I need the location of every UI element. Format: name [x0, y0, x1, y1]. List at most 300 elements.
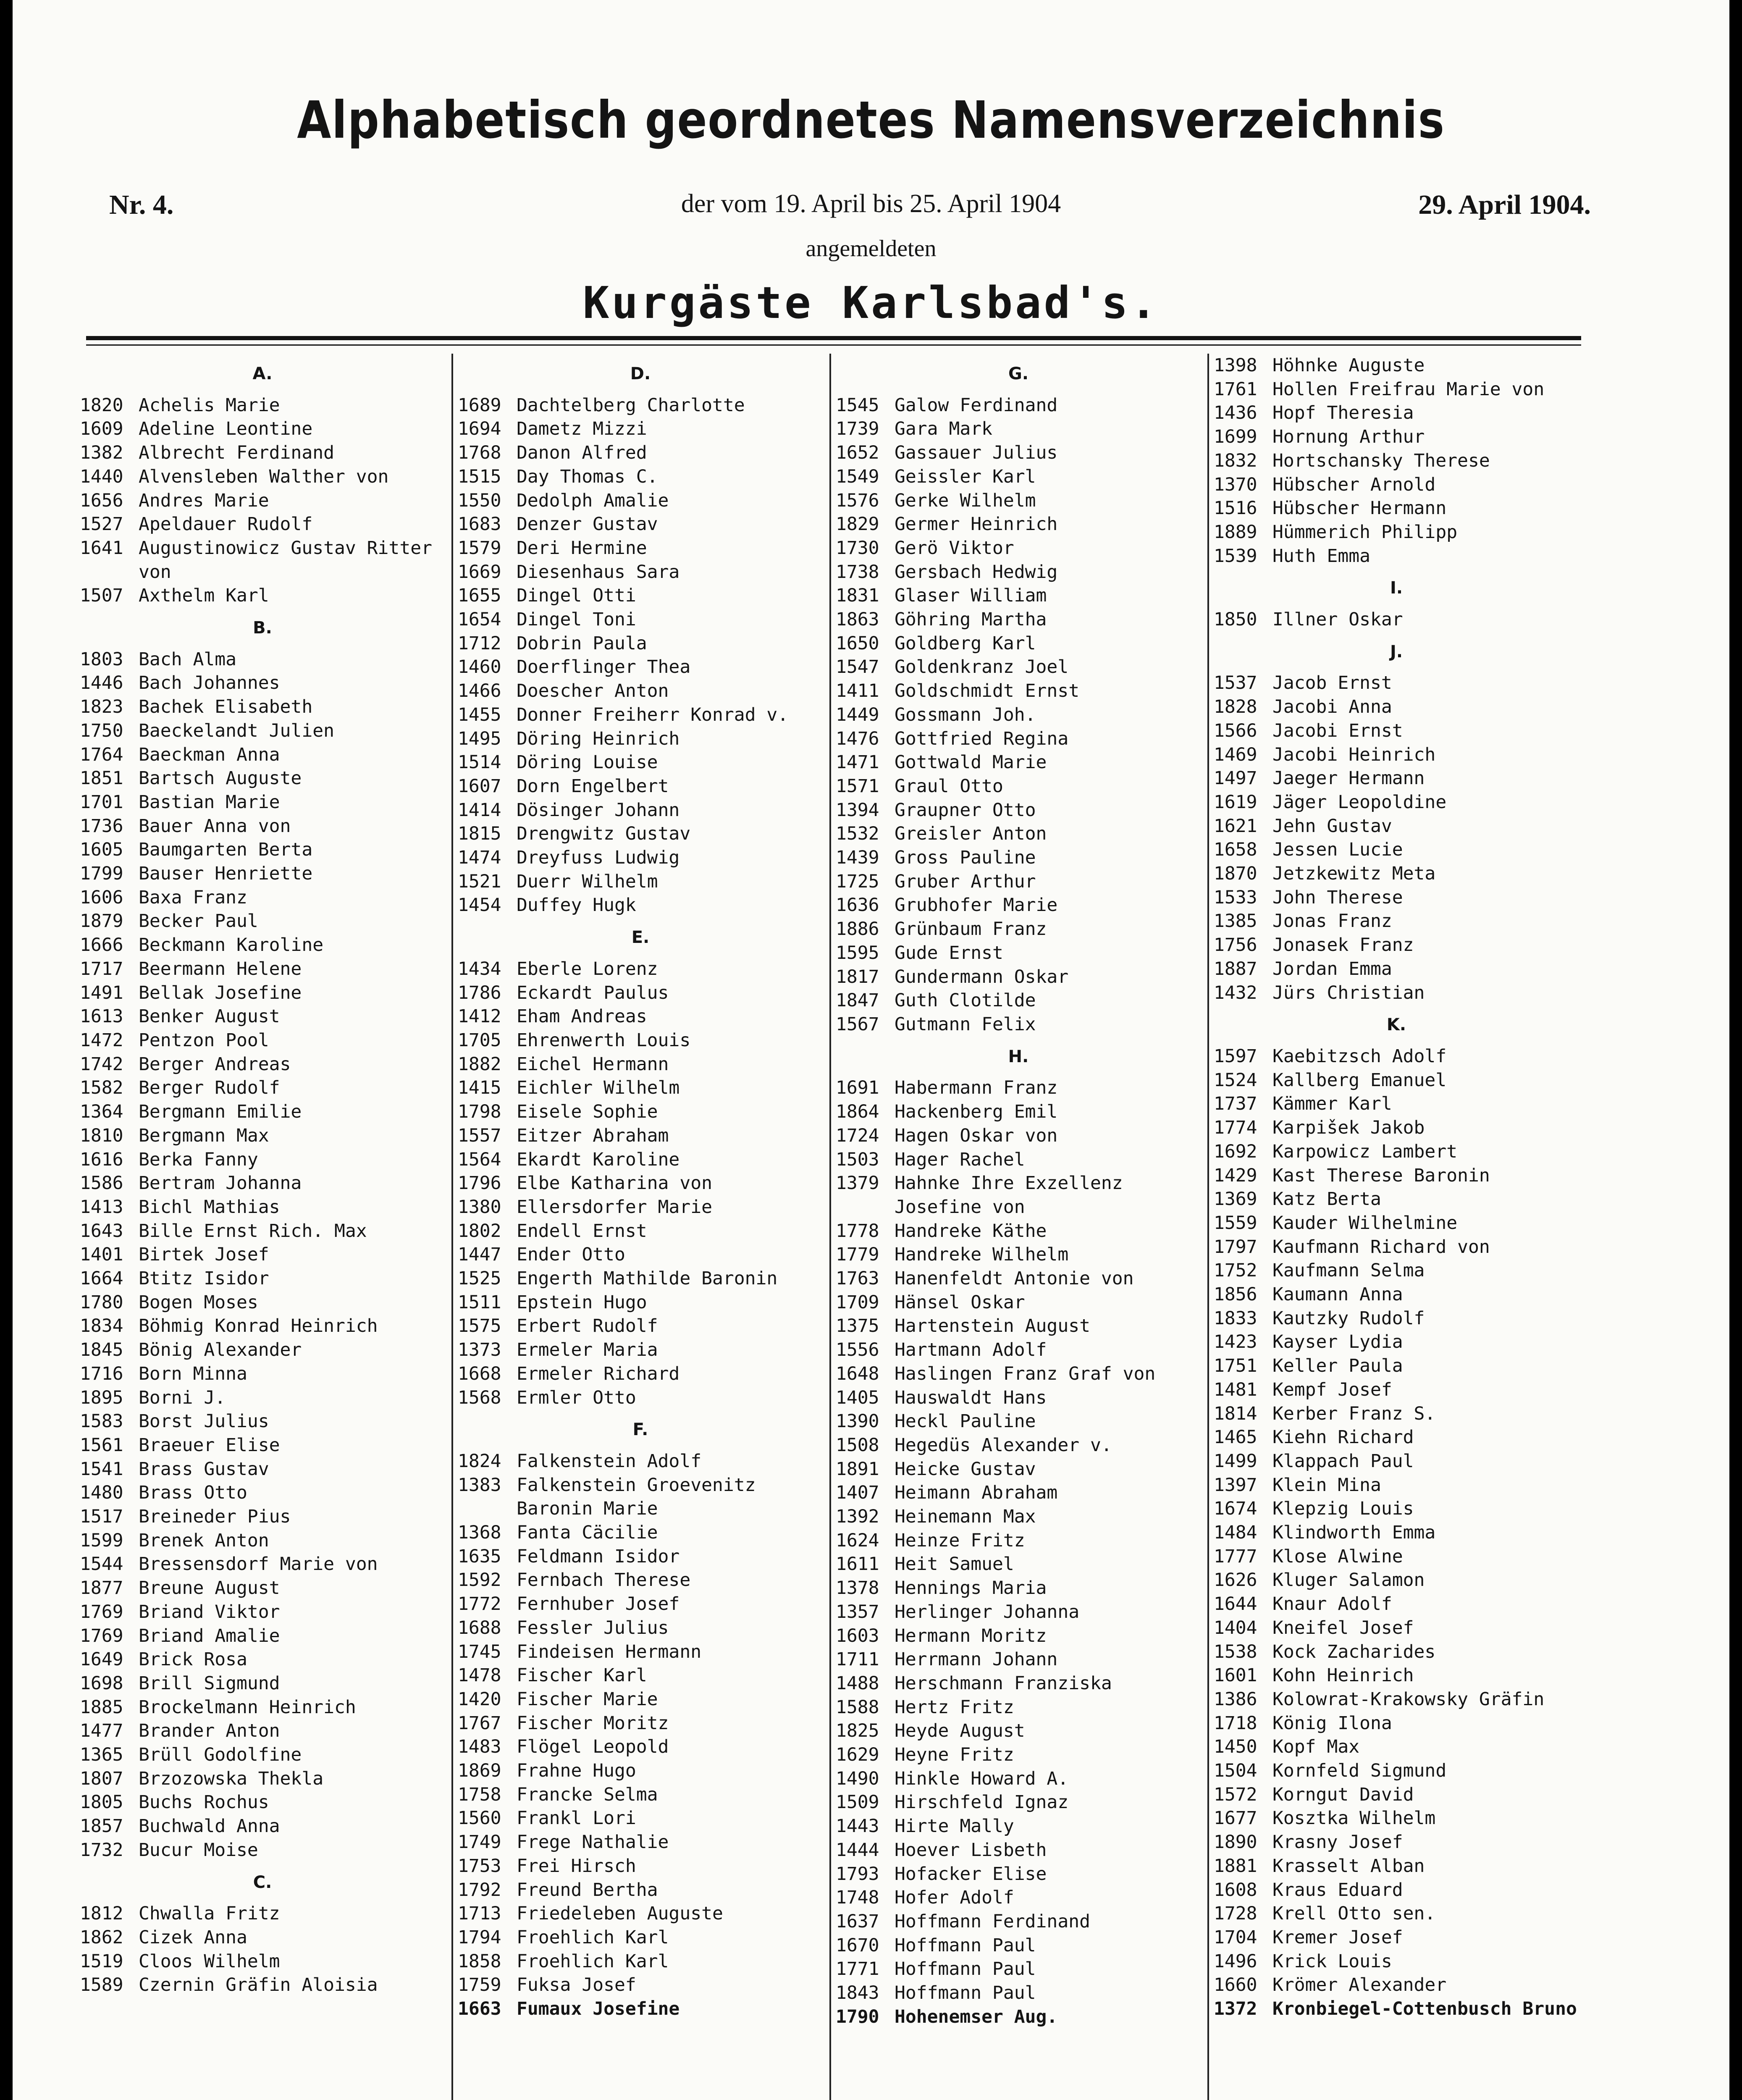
guest-name: Froehlich Karl [517, 1927, 669, 1948]
list-item [1214, 1592, 1579, 1616]
guest-number: 1465 [1214, 1427, 1257, 1448]
guest-name: Fuksa Josef [517, 1974, 636, 1996]
guest-name: Eisele Sophie [517, 1101, 658, 1123]
guest-name: Baumgarten Berta [139, 839, 313, 861]
column-divider [451, 354, 453, 2100]
guest-number: 1763 [836, 1268, 879, 1289]
list-item [458, 1735, 823, 1759]
list-item [80, 1719, 445, 1743]
guest-name: Gross Pauline [895, 847, 1036, 869]
guest-name: Hoffmann Paul [895, 1935, 1036, 1956]
guest-name: Kayser Lydia [1272, 1331, 1403, 1353]
guest-name: Kaebitzsch Adolf [1272, 1045, 1447, 1067]
guest-number: 1405 [836, 1387, 879, 1408]
guest-number: 1834 [80, 1315, 123, 1337]
guest-name: Keller Paula [1272, 1355, 1403, 1377]
list-item [458, 751, 823, 774]
list-item [458, 1926, 823, 1950]
list-item [836, 822, 1201, 846]
guest-number: 1532 [836, 823, 879, 845]
guest-name: Day Thomas C. [517, 466, 658, 487]
guest-name: Krömer Alexander [1272, 1974, 1447, 1996]
list-item [80, 1267, 445, 1291]
guest-number: 1559 [1214, 1212, 1257, 1234]
guest-name: Jordan Emma [1272, 958, 1392, 979]
list-item [458, 1362, 823, 1386]
list-item [1214, 766, 1579, 790]
guest-name: Bastian Marie [139, 791, 280, 813]
guest-number: 1568 [458, 1387, 501, 1408]
guest-name: Ehrenwerth Louis [517, 1029, 691, 1051]
guest-name: Hänsel Oskar [895, 1292, 1025, 1313]
guest-name: König Ilona [1272, 1712, 1392, 1734]
guest-name: Haslingen Franz Graf von [895, 1363, 1156, 1384]
guest-number: 1856 [1214, 1284, 1257, 1305]
guest-name: Jäger Leopoldine [1272, 791, 1447, 813]
list-item [458, 1997, 823, 2021]
guest-name: Dingel Otti [517, 585, 636, 606]
list-item [836, 441, 1201, 465]
list-item [1214, 496, 1579, 520]
list-item [836, 512, 1201, 536]
guest-name: Baeckman Anna [139, 744, 280, 765]
list-item [458, 1386, 823, 1410]
guest-name: Ermler Otto [517, 1387, 636, 1408]
guest-number: 1635 [458, 1546, 501, 1567]
guest-name: Benker August [139, 1006, 280, 1027]
list-item [836, 465, 1201, 489]
guest-name: Goldberg Karl [895, 633, 1036, 654]
guest-number: 1815 [458, 823, 501, 845]
list-item [836, 417, 1201, 441]
guest-number: 1446 [80, 672, 123, 694]
guest-name: Gersbach Hedwig [895, 561, 1058, 583]
guest-number: 1401 [80, 1244, 123, 1265]
guest-number: 1490 [836, 1768, 879, 1789]
section-letter: G. [1008, 364, 1029, 383]
guest-number: 1582 [80, 1077, 123, 1099]
guest-name: Heyne Fritz [895, 1744, 1014, 1766]
list-item [80, 1243, 445, 1267]
guest-number: 1455 [458, 704, 501, 725]
issue-date: 29. April 1904. [1418, 189, 1591, 220]
guest-name: Froehlich Karl [517, 1950, 669, 1972]
guest-name: Guth Clotilde [895, 990, 1036, 1011]
guest-name: Grubhofer Marie [895, 895, 1058, 916]
guest-number: 1820 [80, 394, 123, 416]
list-item [1214, 1950, 1579, 1974]
guest-name-continuation: Baronin Marie [517, 1498, 658, 1520]
list-item [836, 1243, 1201, 1267]
guest-number: 1863 [836, 609, 879, 630]
section-letter: I. [1390, 578, 1403, 598]
guest-number: 1736 [80, 815, 123, 837]
list-item [458, 1545, 823, 1569]
list-item [458, 1314, 823, 1338]
guest-name: Breune August [139, 1578, 280, 1599]
list-item [1214, 1854, 1579, 1878]
guest-name: Bellak Josefine [139, 982, 302, 1003]
guest-number: 1443 [836, 1816, 879, 1837]
guest-number: 1483 [458, 1736, 501, 1758]
list-item [836, 394, 1201, 417]
guest-name: Apeldauer Rudolf [139, 514, 313, 535]
guest-number: 1423 [1214, 1331, 1257, 1353]
guest-number: 1663 [458, 1998, 501, 2020]
guest-name: Fessler Julius [517, 1617, 669, 1638]
guest-name: Bauser Henriette [139, 863, 313, 885]
guest-name: Graupner Otto [895, 799, 1036, 821]
guest-name: Dorn Engelbert [517, 775, 669, 797]
guest-number: 1739 [836, 418, 879, 440]
guest-number: 1728 [1214, 1903, 1257, 1924]
guest-number: 1756 [1214, 934, 1257, 956]
list-item [80, 1648, 445, 1672]
guest-name: Glaser William [895, 585, 1047, 606]
header-rule-thick [86, 336, 1581, 340]
guest-number: 1796 [458, 1173, 501, 1194]
list-item [458, 512, 823, 536]
guest-number: 1643 [80, 1220, 123, 1242]
guest-name: Falkenstein Groevenitz [517, 1474, 756, 1496]
guest-number: 1484 [1214, 1522, 1257, 1544]
list-item [80, 862, 445, 886]
guest-number: 1613 [80, 1006, 123, 1027]
list-item [1214, 425, 1579, 449]
list-item [836, 1410, 1201, 1433]
guest-name: Brick Rosa [139, 1649, 247, 1670]
list-item [1214, 354, 1579, 378]
guest-name: Jessen Lucie [1272, 839, 1403, 861]
list-item [80, 1148, 445, 1172]
guest-name: Berger Andreas [139, 1053, 291, 1075]
list-item [836, 941, 1201, 965]
guest-name: Hackenberg Emil [895, 1101, 1058, 1123]
guest-number: 1637 [836, 1911, 879, 1932]
list-item [458, 1100, 823, 1124]
guest-name: Ender Otto [517, 1244, 625, 1265]
list-item [458, 560, 823, 584]
guest-name: Czernin Gräfin Aloisia [139, 1974, 378, 1996]
guest-name: Hübscher Arnold [1272, 474, 1436, 495]
guest-number: 1564 [458, 1149, 501, 1170]
guest-name: Hirte Mally [895, 1816, 1014, 1837]
guest-name: Erbert Rudolf [517, 1315, 658, 1337]
guest-number: 1889 [1214, 521, 1257, 543]
guest-name: Graul Otto [895, 775, 1003, 797]
list-item [80, 933, 445, 957]
list-item [458, 1664, 823, 1688]
guest-name: Borst Julius [139, 1411, 269, 1432]
guest-number: 1515 [458, 466, 501, 487]
guest-number: 1481 [1214, 1379, 1257, 1400]
guest-number: 1491 [80, 982, 123, 1003]
guest-number: 1858 [458, 1950, 501, 1972]
list-item [80, 1076, 445, 1100]
list-item [80, 1743, 445, 1767]
guest-number: 1575 [458, 1315, 501, 1337]
guest-number: 1629 [836, 1744, 879, 1766]
guest-name: Bönig Alexander [139, 1339, 302, 1361]
list-item [1214, 1449, 1579, 1473]
guest-number: 1870 [1214, 863, 1257, 885]
list-item [1214, 1116, 1579, 1140]
list-item [80, 1433, 445, 1457]
guest-name: Buchwald Anna [139, 1816, 280, 1837]
guest-number: 1691 [836, 1077, 879, 1099]
guest-number: 1641 [80, 537, 123, 559]
list-item [80, 512, 445, 536]
guest-name: Brass Gustav [139, 1458, 269, 1480]
guest-name: Göhring Martha [895, 609, 1047, 630]
guest-name: Korngut David [1272, 1784, 1414, 1805]
guest-name: Hornung Arthur [1272, 426, 1425, 448]
guest-name: Kneifel Josef [1272, 1617, 1414, 1638]
guest-number: 1372 [1214, 1998, 1257, 2020]
list-item [80, 1291, 445, 1315]
guest-name: Jaeger Hermann [1272, 768, 1425, 789]
guest-name: Hofacker Elise [895, 1863, 1047, 1885]
list-item [458, 893, 823, 917]
guest-number: 1777 [1214, 1546, 1257, 1567]
guest-number: 1514 [458, 752, 501, 773]
guest-number: 1432 [1214, 982, 1257, 1003]
guest-name: Kallberg Emanuel [1272, 1069, 1447, 1091]
guest-name: Braeuer Elise [139, 1434, 280, 1456]
guest-name: Hirschfeld Ignaz [895, 1792, 1069, 1813]
list-item [80, 814, 445, 838]
list-item [80, 1950, 445, 1974]
guest-name: Flögel Leopold [517, 1736, 669, 1758]
guest-name: Bressensdorf Marie von [139, 1554, 378, 1575]
guest-number: 1712 [458, 633, 501, 654]
guest-number: 1812 [80, 1903, 123, 1924]
guest-number: 1807 [80, 1768, 123, 1789]
guest-number: 1652 [836, 442, 879, 464]
guest-number: 1571 [836, 775, 879, 797]
guest-number: 1792 [458, 1879, 501, 1900]
guest-number: 1705 [458, 1029, 501, 1051]
list-item [836, 1838, 1201, 1862]
guest-number: 1655 [458, 585, 501, 606]
guest-name: Jonasek Franz [1272, 934, 1414, 956]
guest-name: Bergmann Max [139, 1125, 269, 1146]
list-item [1214, 1068, 1579, 1092]
guest-name: Borni J. [139, 1387, 226, 1408]
guest-name: Krell Otto sen. [1272, 1903, 1436, 1924]
list-item [1214, 814, 1579, 838]
guest-number: 1885 [80, 1696, 123, 1718]
guest-name: Jacobi Ernst [1272, 720, 1403, 741]
list-item [80, 671, 445, 695]
guest-name: Döring Heinrich [517, 728, 680, 749]
guest-name: Gerö Viktor [895, 537, 1014, 559]
section-letter: J. [1390, 642, 1403, 662]
list-item [80, 465, 445, 489]
column-divider [829, 354, 831, 2100]
guest-number: 1725 [836, 871, 879, 892]
guest-name: Duffey Hugk [517, 895, 636, 916]
guest-name: Epstein Hugo [517, 1292, 647, 1313]
guest-name: Cizek Anna [139, 1927, 247, 1948]
list-item [836, 989, 1201, 1013]
list-item [836, 536, 1201, 560]
guest-name: Hortschansky Therese [1272, 450, 1490, 471]
list-item [458, 1712, 823, 1735]
list-item [458, 774, 823, 798]
list-item [458, 1854, 823, 1878]
guest-name: Bille Ernst Rich. Max [139, 1220, 367, 1242]
guest-number: 1545 [836, 394, 879, 416]
guest-number: 1504 [1214, 1760, 1257, 1782]
guest-number: 1843 [836, 1982, 879, 2004]
list-item [80, 838, 445, 862]
guest-number: 1803 [80, 648, 123, 670]
guest-name: Heimann Abraham [895, 1482, 1058, 1504]
guest-number: 1588 [836, 1696, 879, 1718]
guest-number: 1831 [836, 585, 879, 606]
guest-name: Hofer Adolf [895, 1887, 1014, 1908]
list-item [1214, 1235, 1579, 1259]
list-item [458, 394, 823, 417]
guest-number: 1466 [458, 680, 501, 702]
guest-number: 1511 [458, 1292, 501, 1313]
guest-name: Handreke Wilhelm [895, 1244, 1069, 1265]
guest-name: Gruber Arthur [895, 871, 1036, 892]
list-item [80, 981, 445, 1005]
guest-name: Brenek Anton [139, 1530, 269, 1551]
guest-name: Ermeler Maria [517, 1339, 658, 1361]
guest-name: Jehn Gustav [1272, 815, 1392, 837]
section-letter: A. [252, 364, 273, 383]
guest-number: 1499 [1214, 1450, 1257, 1472]
guest-name: Krasselt Alban [1272, 1855, 1425, 1877]
guest-number: 1414 [458, 799, 501, 821]
guest-number: 1745 [458, 1641, 501, 1662]
list-item [80, 1410, 445, 1433]
list-item [836, 1576, 1201, 1600]
guest-number: 1606 [80, 887, 123, 908]
list-item [80, 1100, 445, 1124]
guest-number: 1436 [1214, 402, 1257, 424]
list-item [80, 719, 445, 743]
guest-number: 1390 [836, 1411, 879, 1432]
list-item [458, 1759, 823, 1783]
guest-name: Doescher Anton [517, 680, 669, 702]
guest-number: 1823 [80, 696, 123, 718]
list-item [1214, 1307, 1579, 1331]
guest-number: 1890 [1214, 1832, 1257, 1853]
list-item [80, 1314, 445, 1338]
list-item [836, 1719, 1201, 1743]
guest-name: Fernbach Therese [517, 1570, 691, 1591]
guest-name: Fischer Moritz [517, 1712, 669, 1734]
guest-name: Krasny Josef [1272, 1832, 1403, 1853]
list-item [1214, 1545, 1579, 1569]
guest-name: Buchs Rochus [139, 1792, 269, 1813]
guest-name: Ekardt Karoline [517, 1149, 680, 1170]
guest-number: 1829 [836, 514, 879, 535]
guest-name: Geissler Karl [895, 466, 1036, 487]
list-item [1214, 1164, 1579, 1188]
guest-name: Hartmann Adolf [895, 1339, 1047, 1361]
guest-name: Kämmer Karl [1272, 1093, 1392, 1115]
guest-number: 1786 [458, 982, 501, 1003]
list-item [836, 1457, 1201, 1481]
guest-name: Kock Zacharides [1272, 1641, 1436, 1662]
guest-number: 1847 [836, 990, 879, 1011]
guest-number: 1579 [458, 537, 501, 559]
list-item [458, 981, 823, 1005]
guest-name: Eham Andreas [517, 1006, 647, 1027]
list-item [836, 560, 1201, 584]
guest-number: 1444 [836, 1839, 879, 1861]
guest-number: 1810 [80, 1125, 123, 1146]
guest-name: Feldmann Isidor [517, 1546, 680, 1567]
list-item [80, 1481, 445, 1505]
guest-name: Donner Freiherr Konrad v. [517, 704, 789, 725]
guest-name: Greisler Anton [895, 823, 1047, 845]
guest-name: Berka Fanny [139, 1149, 258, 1170]
list-item [458, 1950, 823, 1974]
guest-name: Dametz Mizzi [517, 418, 647, 440]
guest-name: Gude Ernst [895, 942, 1003, 963]
list-item [80, 1171, 445, 1195]
guest-number: 1767 [458, 1712, 501, 1734]
guest-number: 1407 [836, 1482, 879, 1504]
list-item [836, 1433, 1201, 1457]
guest-name: Illner Oskar [1272, 609, 1403, 630]
list-item [836, 1552, 1201, 1576]
guest-number: 1538 [1214, 1641, 1257, 1662]
list-item [458, 1195, 823, 1219]
list-item [1214, 1926, 1579, 1950]
guest-number: 1383 [458, 1474, 501, 1496]
list-item [836, 1743, 1201, 1767]
list-item [1214, 1664, 1579, 1688]
guest-name: Kast Therese Baronin [1272, 1165, 1490, 1186]
list-item [1214, 671, 1579, 695]
list-item [836, 846, 1201, 870]
guest-name: Drengwitz Gustav [517, 823, 691, 845]
list-item [836, 1291, 1201, 1315]
list-item [836, 655, 1201, 679]
list-item [1214, 743, 1579, 767]
guest-name: Briand Viktor [139, 1601, 280, 1622]
guest-name: Kluger Salamon [1272, 1570, 1425, 1591]
guest-name: Gara Mark [895, 418, 992, 440]
guest-name: Birtek Josef [139, 1244, 269, 1265]
guest-number: 1394 [836, 799, 879, 821]
guest-name: Jürs Christian [1272, 982, 1425, 1003]
guest-number: 1566 [1214, 720, 1257, 741]
guest-name: Bergmann Emilie [139, 1101, 302, 1123]
list-item [458, 1973, 823, 1997]
guest-name: Kaufmann Selma [1272, 1260, 1425, 1281]
guest-number: 1683 [458, 514, 501, 535]
guest-name: Heinemann Max [895, 1506, 1036, 1528]
guest-name: Hoever Lisbeth [895, 1839, 1047, 1861]
guest-number: 1779 [836, 1244, 879, 1265]
section-letter: F. [632, 1420, 648, 1440]
guest-name: Beckmann Karoline [139, 934, 324, 956]
list-item [80, 1195, 445, 1219]
list-item [80, 417, 445, 441]
list-item [836, 1648, 1201, 1672]
guest-number: 1636 [836, 895, 879, 916]
guest-number: 1527 [80, 514, 123, 535]
list-item [1214, 1640, 1579, 1664]
